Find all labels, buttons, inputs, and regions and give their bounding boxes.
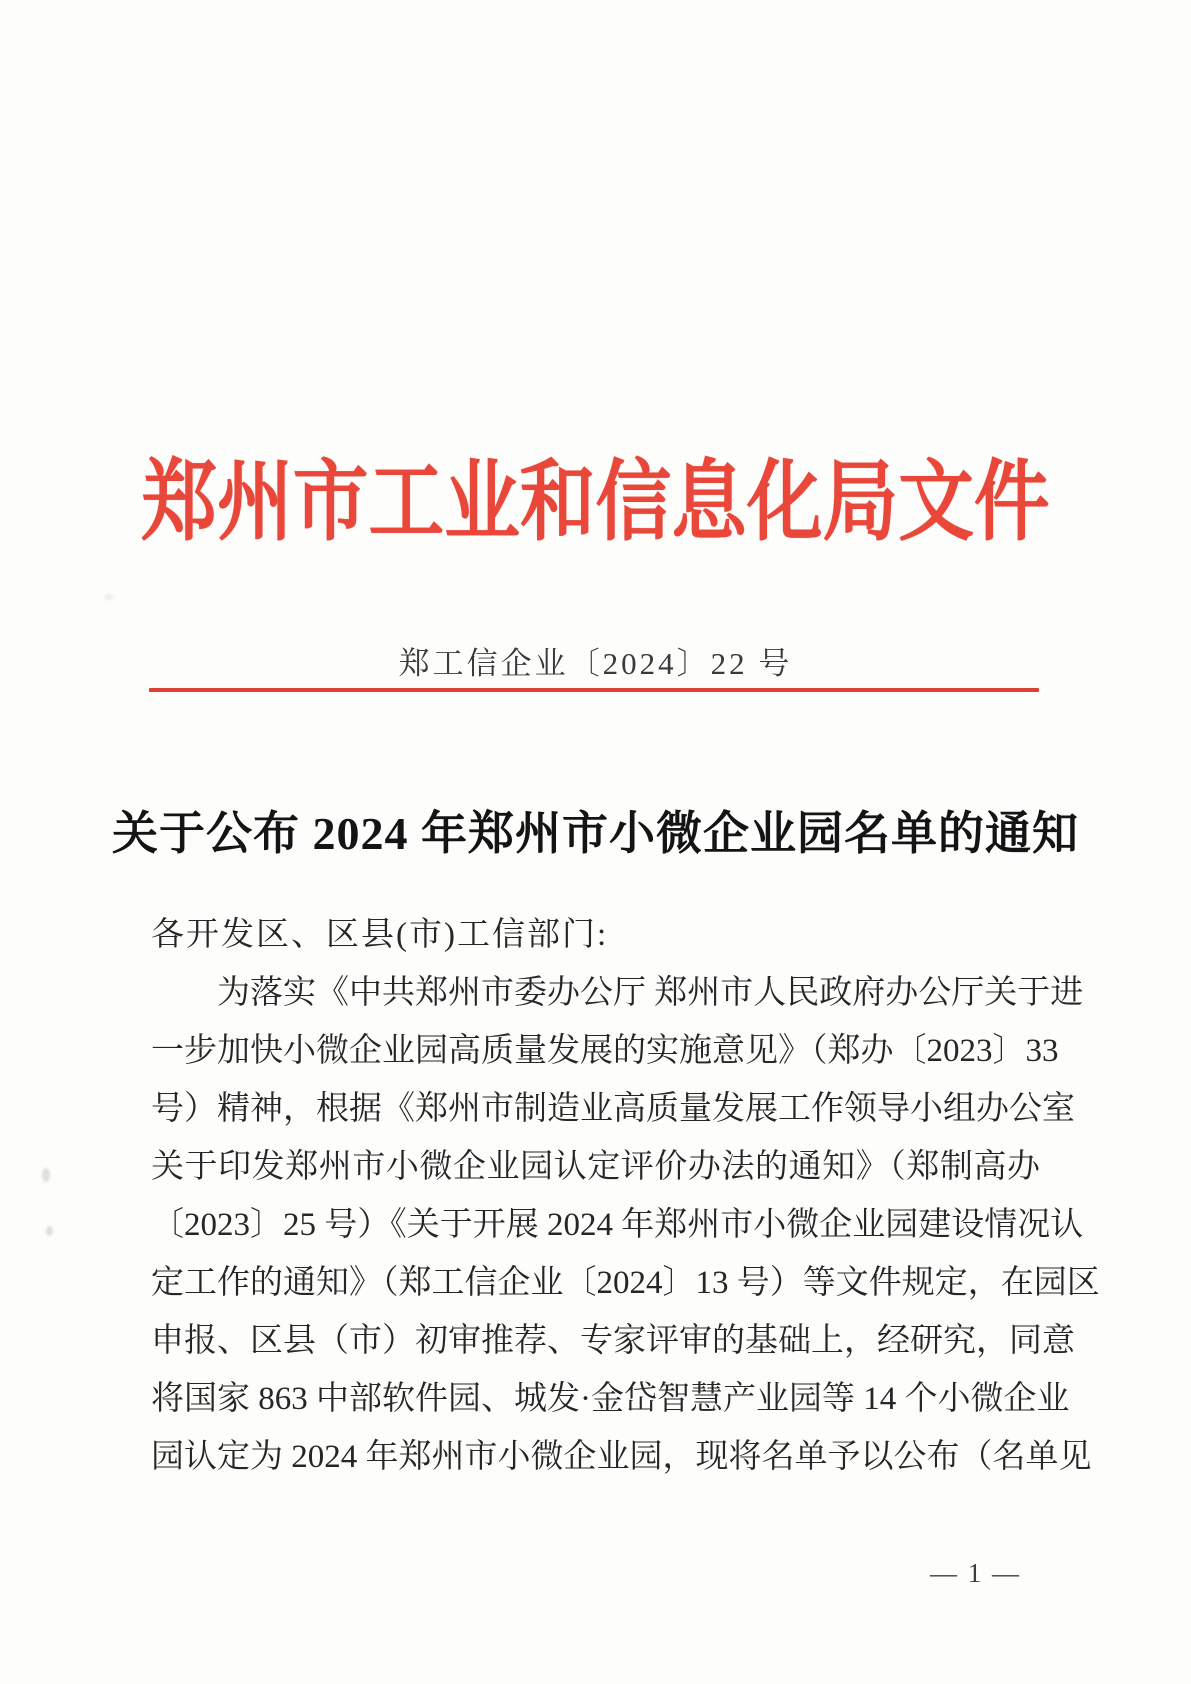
body-text-line: 园认定为 2024 年郑州市小微企业园，现将名单予以公布（名单见 bbox=[151, 1439, 1092, 1475]
document-number: 郑工信企业〔2024〕22 号 bbox=[398, 646, 793, 681]
notice-title: 关于公布 2024 年郑州市小微企业园名单的通知 bbox=[112, 808, 1079, 859]
red-header-title: 郑州市工业和信息化局文件 bbox=[141, 455, 1050, 552]
body-text-line: 号）精神，根据《郑州市制造业高质量发展工作领导小组办公室 bbox=[151, 1091, 1075, 1127]
page-number: — 1 — bbox=[930, 1558, 1021, 1588]
body-text-line: 将国家 863 中部软件园、城发·金岱智慧产业园等 14 个小微企业 bbox=[151, 1381, 1070, 1417]
red-divider-line bbox=[149, 688, 1039, 692]
notice-body bbox=[151, 906, 1100, 1486]
body-text-line: 为落实《中共郑州市委办公厅 郑州市人民政府办公厅关于进 bbox=[217, 975, 1084, 1011]
salutation-line: 各开发区、区县(市)工信部门: bbox=[151, 917, 609, 953]
body-text-line: 关于印发郑州市小微企业园认定评价办法的通知》（郑制高办 bbox=[151, 1149, 1040, 1185]
scan-artifact bbox=[42, 1168, 50, 1182]
body-text-line: 申报、区县（市）初审推荐、专家评审的基础上，经研究，同意 bbox=[151, 1323, 1075, 1359]
body-text-line: 定工作的通知》（郑工信企业〔2024〕13 号）等文件规定，在园区 bbox=[151, 1265, 1100, 1301]
body-text-line: 〔2023〕25 号）《关于开展 2024 年郑州市小微企业园建设情况认 bbox=[151, 1207, 1084, 1243]
scan-artifact bbox=[46, 1226, 53, 1236]
scan-artifact bbox=[104, 594, 114, 600]
body-text-line: 一步加快小微企业园高质量发展的实施意见》（郑办〔2023〕33 bbox=[151, 1033, 1059, 1069]
